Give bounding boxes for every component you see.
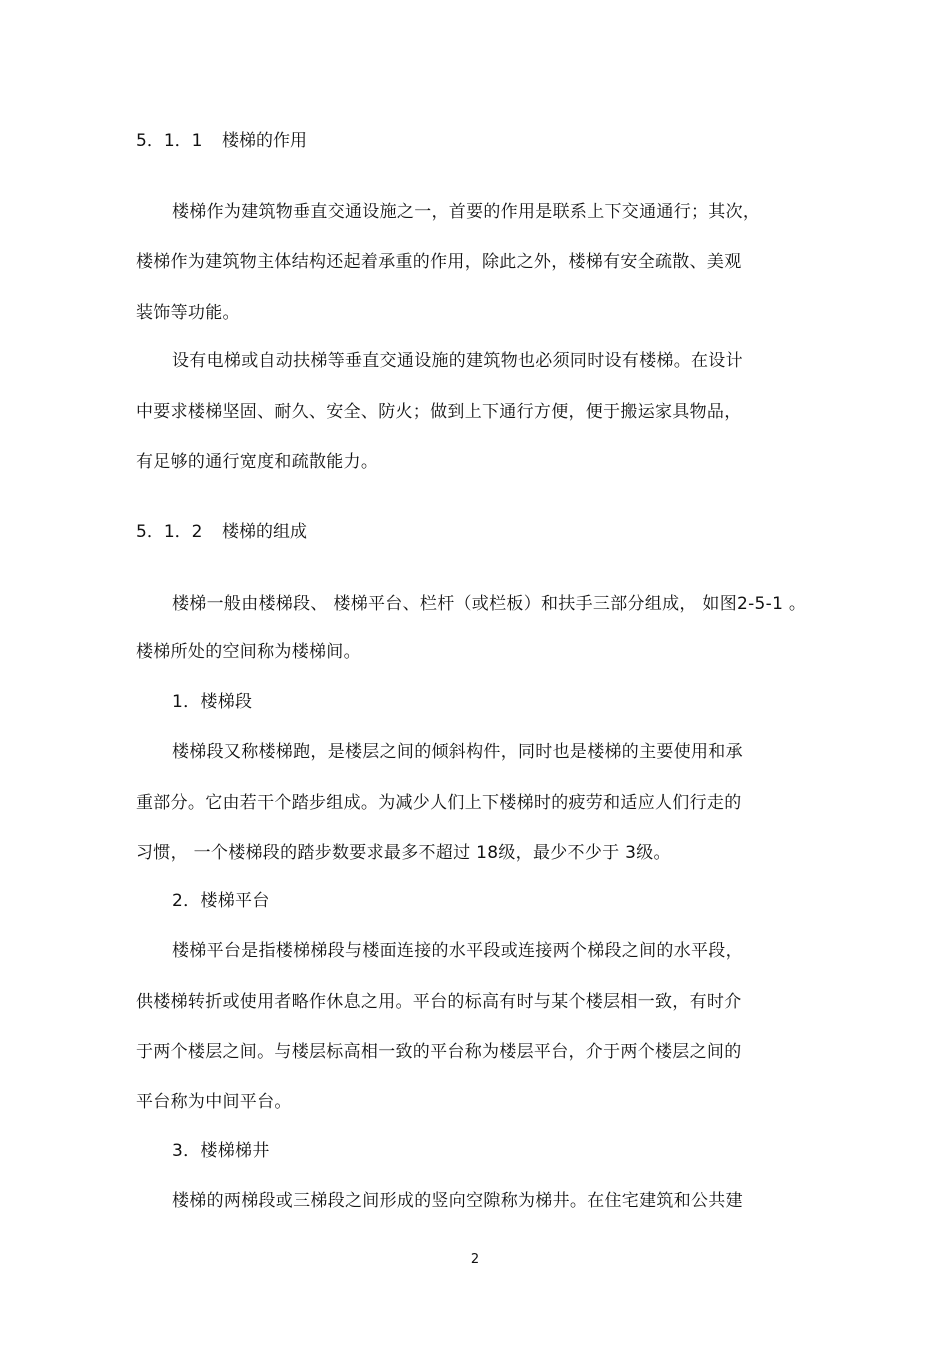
- subsection-title: 1．楼梯段: [172, 692, 253, 712]
- paragraph-line: 楼梯所处的空间称为楼梯间。: [136, 642, 361, 662]
- subsection-title: 2．楼梯平台: [172, 891, 270, 911]
- section-number: 5．1．1: [136, 131, 203, 151]
- subsection-title: 3．楼梯梯井: [172, 1141, 270, 1161]
- paragraph-line: 楼梯作为建筑物主体结构还起着承重的作用，除此之外，楼梯有安全疏散、美观: [136, 252, 742, 272]
- paragraph-line: 设有电梯或自动扶梯等垂直交通设施的建筑物也必须同时设有楼梯。在设计: [172, 351, 743, 371]
- paragraph-line: 供楼梯转折或使用者略作休息之用。平台的标高有时与某个楼层相一致，有时介: [136, 992, 742, 1012]
- section-title: 楼梯的作用: [222, 131, 307, 151]
- paragraph-line: 平台称为中间平台。: [136, 1092, 292, 1112]
- section-number: 5．1．2: [136, 522, 203, 542]
- page-number: 2: [470, 1252, 480, 1267]
- paragraph-line: 重部分。它由若干个踏步组成。为减少人们上下楼梯时的疲劳和适应人们行走的: [136, 793, 742, 813]
- section-heading-5-1-2: [136, 521, 307, 543]
- section-heading-5-1-1: [136, 130, 307, 152]
- paragraph-line: 装饰等功能。: [136, 303, 240, 323]
- paragraph-line: 楼梯段又称楼梯跑，是楼层之间的倾斜构件，同时也是楼梯的主要使用和承: [172, 742, 743, 762]
- paragraph-line: 楼梯的两梯段或三梯段之间形成的竖向空隙称为梯井。在住宅建筑和公共建: [172, 1191, 743, 1211]
- paragraph-line: 有足够的通行宽度和疏散能力。: [136, 452, 379, 472]
- paragraph-line: 楼梯平台是指楼梯梯段与楼面连接的水平段或连接两个梯段之间的水平段，: [172, 941, 743, 961]
- section-title: 楼梯的组成: [222, 522, 307, 542]
- paragraph-line: 中要求楼梯坚固、耐久、安全、防火；做到上下通行方便，便于搬运家具物品，: [136, 402, 742, 422]
- paragraph-line: 于两个楼层之间。与楼层标高相一致的平台称为楼层平台，介于两个楼层之间的: [136, 1042, 742, 1062]
- paragraph-line: 楼梯作为建筑物垂直交通设施之一，首要的作用是联系上下交通通行；其次，: [172, 202, 761, 222]
- paragraph-line: 楼梯一般由楼梯段、 楼梯平台、栏杆（或栏板）和扶手三部分组成， 如图2-5-1 。: [172, 594, 807, 614]
- paragraph-line: 习惯， 一个楼梯段的踏步数要求最多不超过 18级，最少不少于 3级。: [136, 843, 671, 863]
